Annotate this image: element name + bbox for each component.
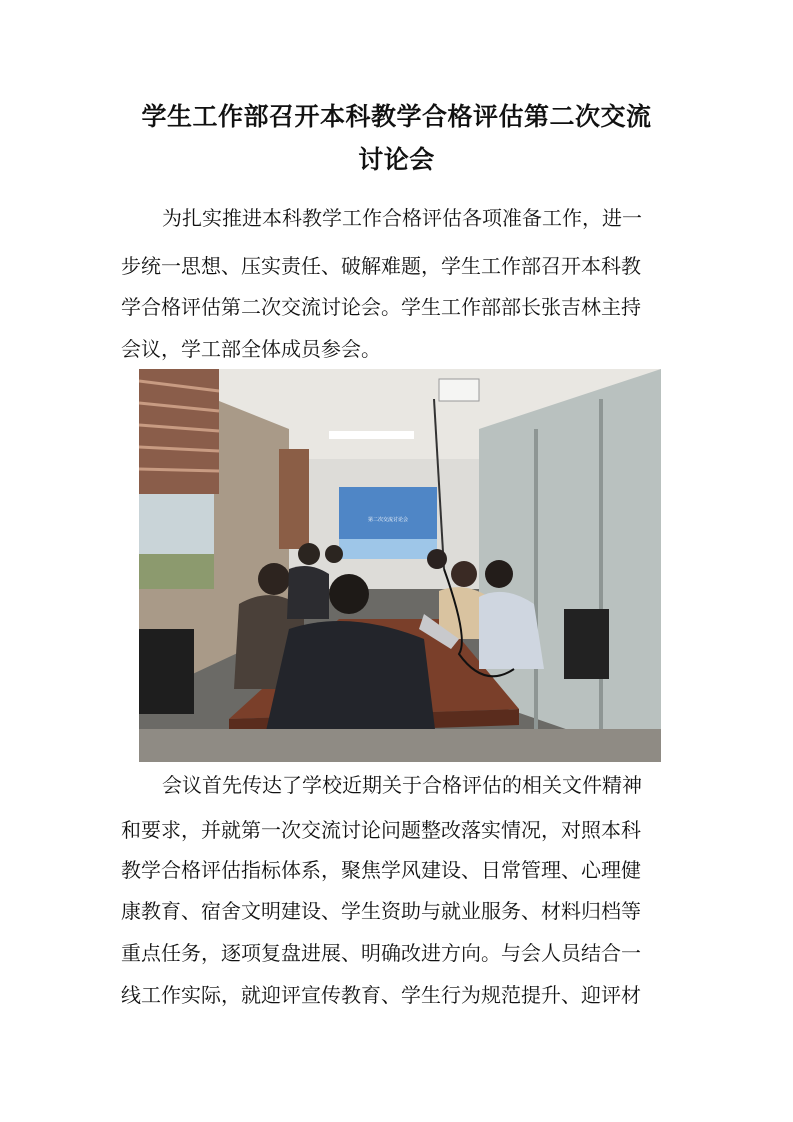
paragraph2-line3: 教学合格评估指标体系，聚焦学风建设、日常管理、心理健 [121, 858, 641, 882]
paragraph1-line4: 会议，学工部全体成员参会。 [121, 337, 381, 361]
paragraph1-line2: 步统一思想、压实责任、破解难题，学生工作部召开本科教 [121, 254, 641, 278]
window-blinds [139, 369, 219, 494]
paragraph1-line1: 为扎实推进本科教学工作合格评估各项准备工作，进一 [162, 206, 642, 230]
meeting-photo-illustration [139, 369, 661, 762]
paragraph2-line5: 重点任务，逐项复盘进展、明确改进方向。与会人员结合一 [121, 941, 641, 965]
meeting-photo [139, 369, 661, 762]
article-title-line2: 讨论会 [358, 145, 435, 174]
paragraph2-line6: 线工作实际，就迎评宣传教育、学生行为规范提升、迎评材 [121, 983, 641, 1007]
paragraph1-line3: 学合格评估第二次交流讨论会。学生工作部部长张吉林主持 [121, 295, 641, 319]
svg-text:第二次交流讨论会: 第二次交流讨论会 [367, 517, 409, 523]
paragraph2-line1: 会议首先传达了学校近期关于合格评估的相关文件精神 [162, 773, 642, 797]
article-title-line1: 学生工作部召开本科教学合格评估第二次交流 [141, 102, 652, 131]
paragraph2-line2: 和要求，并就第一次交流讨论问题整改落实情况，对照本科 [121, 818, 641, 842]
projection-screen [339, 487, 437, 559]
paragraph2-line4: 康教育、宿舍文明建设、学生资助与就业服务、材料归档等 [121, 899, 641, 923]
